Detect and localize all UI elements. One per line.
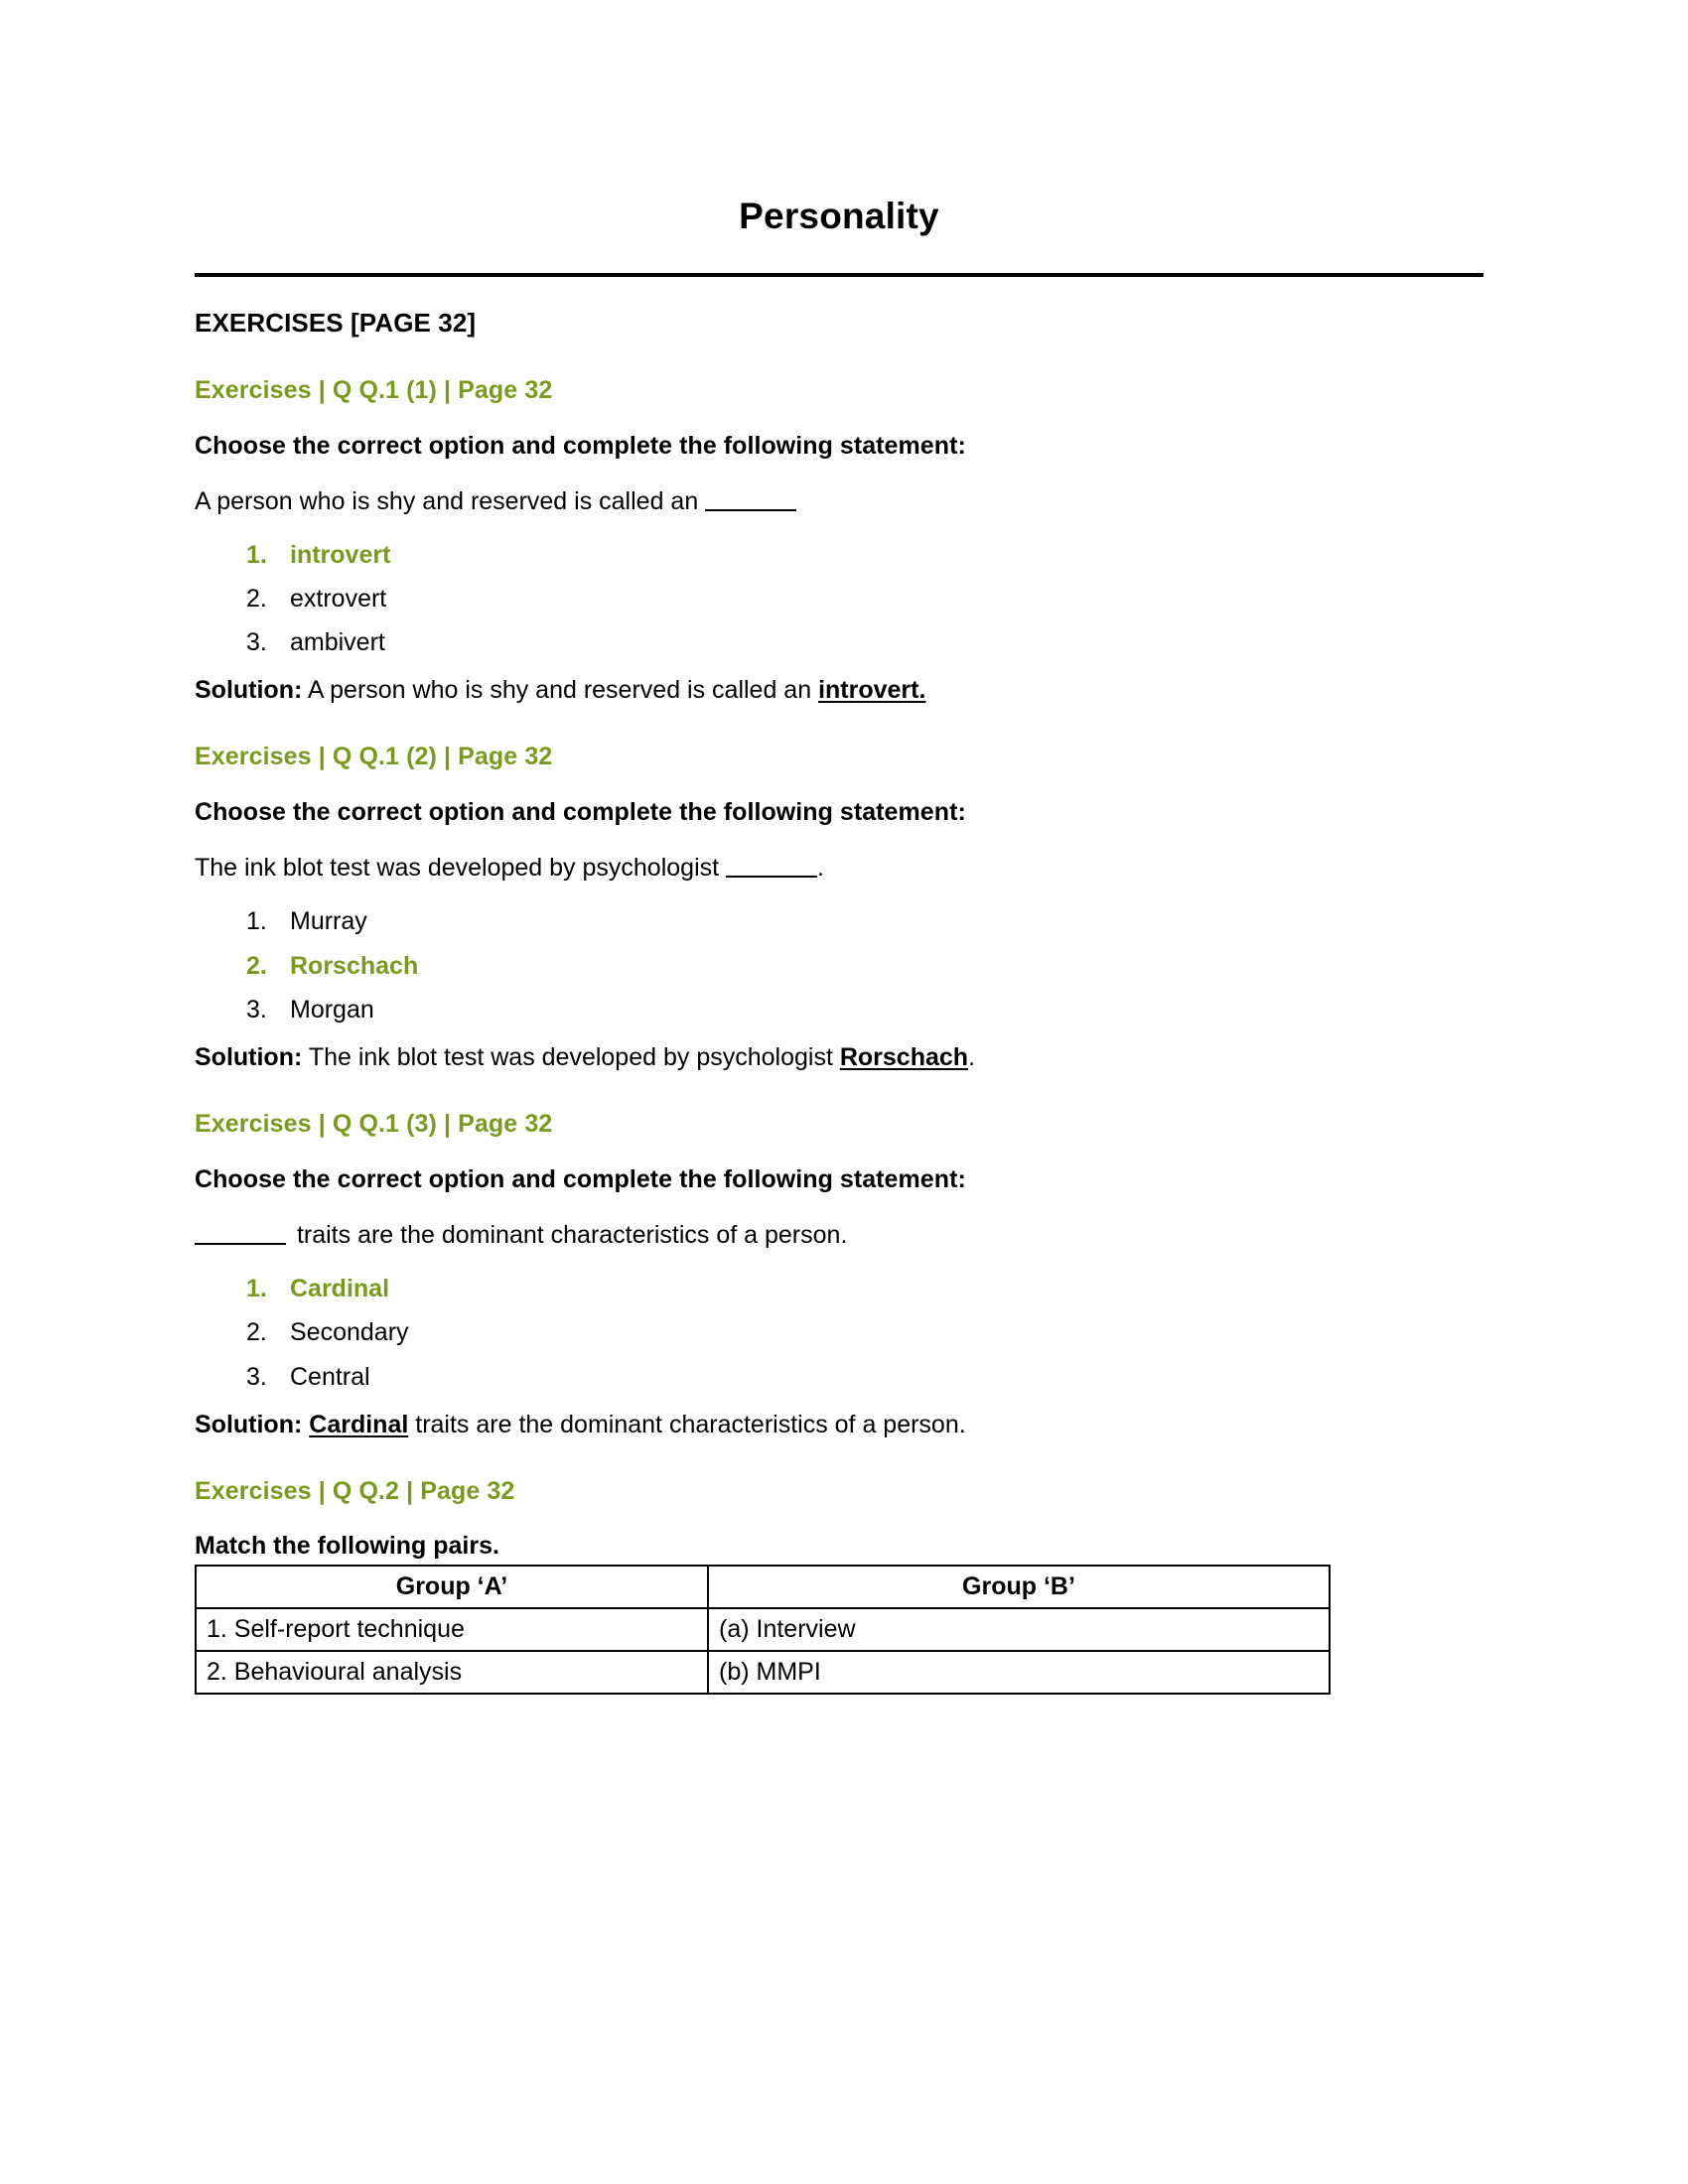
exercise-statement — [195, 487, 1483, 516]
option-item[interactable] — [246, 1274, 1483, 1304]
exercise-label: Exercises | Q Q.1 (2) | Page 32 — [195, 743, 553, 771]
table-cell-group-b: (b) MMPI — [708, 1651, 1330, 1694]
option-number: 3. — [246, 628, 267, 657]
solution-label: Solution: — [195, 676, 303, 705]
document-content — [195, 0, 1483, 1695]
option-label: Central — [290, 1362, 370, 1391]
option-number: 2. — [246, 584, 267, 613]
solution-answer: Rorschach — [839, 1043, 969, 1072]
statement-text-before: The ink blot test was developed by psychologist — [195, 854, 720, 883]
option-number: 2. — [246, 951, 267, 980]
option-label: introvert — [290, 540, 391, 569]
solution-label: Solution: — [195, 1043, 303, 1072]
solution-label: Solution: — [195, 1410, 303, 1438]
title-divider — [195, 273, 1483, 277]
blank-line — [195, 1223, 286, 1245]
blank-line — [705, 489, 796, 511]
solution-answer: introvert. — [818, 676, 926, 705]
option-number: 1. — [246, 907, 267, 936]
match-table — [195, 1565, 1331, 1695]
exercise-prompt: Choose the correct option and complete the following statement: — [195, 1165, 966, 1194]
option-number: 1. — [246, 540, 267, 569]
table-row — [196, 1651, 1330, 1694]
option-label: Morgan — [290, 995, 374, 1024]
solution-text — [195, 1043, 1483, 1072]
option-label: Cardinal — [290, 1275, 390, 1303]
solution-text — [195, 1411, 1483, 1439]
option-label: Murray — [290, 907, 367, 936]
solution-before: A person who is shy and reserved is called an — [307, 676, 812, 705]
table-row — [196, 1608, 1330, 1651]
options-list — [195, 906, 1483, 1025]
table-header-group-b: Group ‘B’ — [708, 1566, 1330, 1608]
exercise-statement — [195, 854, 1483, 883]
exercise-block-1 — [195, 376, 1483, 706]
exercise-prompt: Choose the correct option and complete the following statement: — [195, 431, 966, 460]
match-exercise-block — [195, 1477, 1483, 1695]
option-item[interactable] — [246, 995, 1483, 1025]
match-instruction: Match the following pairs. — [195, 1531, 499, 1560]
statement-text-after: traits are the dominant characteristics of a person. — [296, 1221, 848, 1250]
option-label: Rorschach — [290, 951, 419, 980]
solution-before: The ink blot test was developed by psychologist — [308, 1043, 833, 1072]
exercise-label: Exercises | Q Q.1 (1) | Page 32 — [195, 375, 553, 404]
option-item[interactable] — [246, 540, 1483, 571]
blank-line — [726, 856, 817, 878]
option-label: ambivert — [290, 628, 385, 657]
solution-after: . — [968, 1043, 976, 1072]
table-header-group-a: Group ‘A’ — [196, 1566, 708, 1608]
option-number: 3. — [246, 1362, 267, 1391]
statement-text-before: A person who is shy and reserved is called an — [195, 486, 699, 515]
solution-after: traits are the dominant characteristics of a person. — [415, 1410, 966, 1438]
options-list — [195, 540, 1483, 659]
solution-answer: Cardinal — [309, 1410, 409, 1438]
option-item[interactable] — [246, 1362, 1483, 1393]
exercise-block-3 — [195, 1110, 1483, 1439]
option-label: Secondary — [290, 1318, 409, 1347]
table-header-row — [196, 1566, 1330, 1608]
option-number: 1. — [246, 1275, 267, 1303]
option-number: 2. — [246, 1318, 267, 1347]
option-label: extrovert — [290, 584, 387, 613]
option-item[interactable] — [246, 906, 1483, 937]
exercise-label: Exercises | Q Q.2 | Page 32 — [195, 1476, 515, 1505]
page-title: Personality — [739, 196, 939, 236]
exercise-prompt: Choose the correct option and complete the following statement: — [195, 798, 966, 827]
option-number: 3. — [246, 995, 267, 1024]
option-item[interactable] — [246, 951, 1483, 982]
exercise-statement — [195, 1221, 1483, 1250]
table-cell-group-a: 2. Behavioural analysis — [196, 1651, 708, 1694]
table-cell-group-a: 1. Self-report technique — [196, 1608, 708, 1651]
exercise-label: Exercises | Q Q.1 (3) | Page 32 — [195, 1110, 553, 1139]
statement-text-after: . — [817, 854, 824, 883]
section-heading: EXERCISES [PAGE 32] — [195, 307, 477, 338]
exercise-block-2 — [195, 743, 1483, 1072]
option-item[interactable] — [246, 1317, 1483, 1348]
options-list — [195, 1274, 1483, 1393]
solution-text — [195, 676, 1483, 705]
option-item[interactable] — [246, 627, 1483, 658]
table-cell-group-b: (a) Interview — [708, 1608, 1330, 1651]
option-item[interactable] — [246, 584, 1483, 614]
